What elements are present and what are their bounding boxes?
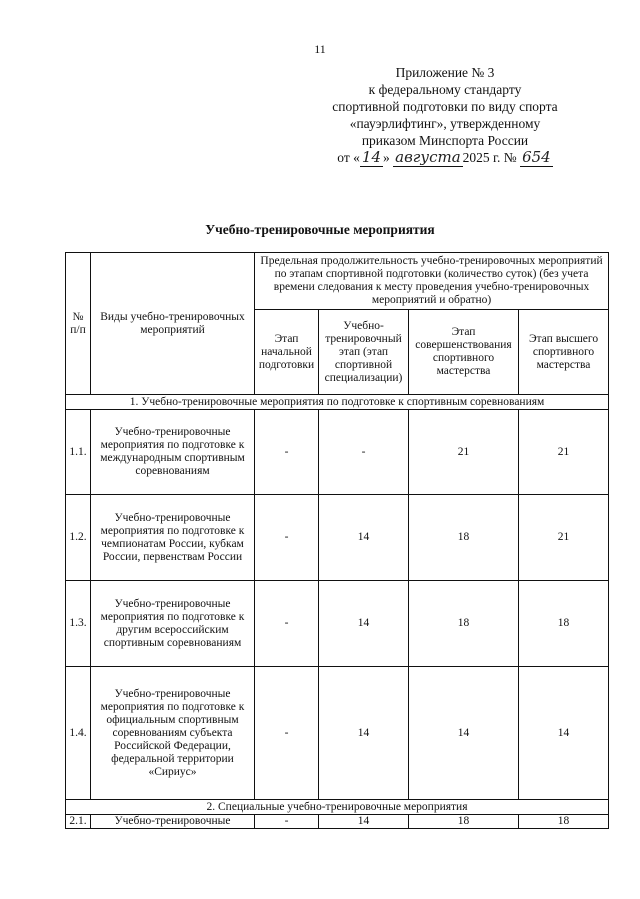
row-value-improvement: 18 bbox=[409, 815, 519, 829]
row-value-highest: 14 bbox=[519, 667, 609, 800]
row-kind: Учебно-тренировочные мероприятия по подготовке к международным спортивным соревнованиям bbox=[91, 410, 255, 495]
row-num: 1.1. bbox=[66, 410, 91, 495]
header-stage-training: Учебно-тренировочный этап (этап спортивной специализации) bbox=[319, 310, 409, 395]
table-row bbox=[66, 495, 609, 581]
header-kind: Виды учебно-тренировочных мероприятий bbox=[91, 253, 255, 395]
row-value-training: - bbox=[319, 410, 409, 495]
table-row bbox=[66, 815, 609, 829]
row-value-training: 14 bbox=[319, 495, 409, 581]
row-value-training: 14 bbox=[319, 667, 409, 800]
row-value-initial: - bbox=[255, 667, 319, 800]
row-kind: Учебно-тренировочные мероприятия по подготовке к другим всероссийским спортивным соревнованиям bbox=[91, 581, 255, 667]
order-date-line bbox=[295, 149, 595, 167]
row-num: 1.2. bbox=[66, 495, 91, 581]
row-num: 1.4. bbox=[66, 667, 91, 800]
header-duration-group: Предельная продолжительность учебно-тренировочных мероприятий по этапам спортивной подготовки (количество суток) (без учета времени следования к месту проведения учебно-тренировочных мероприятий и обратно) bbox=[255, 253, 609, 310]
appendix-line: приказом Минспорта России bbox=[361, 133, 529, 148]
row-value-improvement: 18 bbox=[409, 495, 519, 581]
appendix-line: «пауэрлифтинг», утвержденному bbox=[349, 116, 541, 131]
appendix-line: спортивной подготовки по виду спорта bbox=[332, 99, 558, 114]
appendix-line: к федеральному стандарту bbox=[368, 82, 522, 97]
section-2-title: 2. Специальные учебно-тренировочные мероприятия bbox=[66, 800, 609, 815]
row-value-initial: - bbox=[255, 495, 319, 581]
row-kind: Учебно-тренировочные мероприятия по подготовке к официальным спортивным соревнованиям субъекта Российской Федерации, федеральной территории «Сириус» bbox=[91, 667, 255, 800]
section-row bbox=[66, 395, 609, 410]
document-title: Учебно-тренировочные мероприятия bbox=[205, 222, 435, 237]
header-stage-highest: Этап высшего спортивного мастерства bbox=[519, 310, 609, 395]
header-stage-initial: Этап начальной подготовки bbox=[255, 310, 319, 395]
row-value-improvement: 14 bbox=[409, 667, 519, 800]
training-events-table bbox=[65, 252, 609, 829]
date-prefix: от « bbox=[337, 150, 360, 165]
row-value-highest: 21 bbox=[519, 410, 609, 495]
section-row bbox=[66, 800, 609, 815]
row-value-training: 14 bbox=[319, 815, 409, 829]
table-row bbox=[66, 410, 609, 495]
row-value-training: 14 bbox=[319, 581, 409, 667]
date-year: 2025 г. № bbox=[462, 150, 517, 165]
table-row bbox=[66, 667, 609, 800]
appendix-header bbox=[295, 64, 595, 167]
header-stage-improvement: Этап совершенствования спортивного мастерства bbox=[409, 310, 519, 395]
row-value-highest: 18 bbox=[519, 581, 609, 667]
table-row bbox=[66, 581, 609, 667]
row-value-initial: - bbox=[255, 815, 319, 829]
row-value-initial: - bbox=[255, 410, 319, 495]
row-value-highest: 21 bbox=[519, 495, 609, 581]
handwritten-day: 14 bbox=[361, 148, 381, 166]
table-header-row bbox=[66, 253, 609, 310]
handwritten-order-number: 654 bbox=[522, 148, 551, 166]
appendix-line: Приложение № 3 bbox=[395, 65, 495, 80]
row-kind: Учебно-тренировочные мероприятия по подготовке к чемпионатам России, кубкам России, первенствам России bbox=[91, 495, 255, 581]
handwritten-month: августа bbox=[395, 148, 461, 166]
row-value-initial: - bbox=[255, 581, 319, 667]
row-num: 1.3. bbox=[66, 581, 91, 667]
header-num: № п/п bbox=[66, 253, 91, 395]
row-kind: Учебно-тренировочные bbox=[91, 815, 255, 829]
date-mid: » bbox=[383, 150, 390, 165]
section-1-title: 1. Учебно-тренировочные мероприятия по подготовке к спортивным соревнованиям bbox=[66, 395, 609, 410]
row-value-highest: 18 bbox=[519, 815, 609, 829]
page-number: 11 bbox=[314, 42, 326, 56]
row-value-improvement: 21 bbox=[409, 410, 519, 495]
row-num: 2.1. bbox=[66, 815, 91, 829]
row-value-improvement: 18 bbox=[409, 581, 519, 667]
